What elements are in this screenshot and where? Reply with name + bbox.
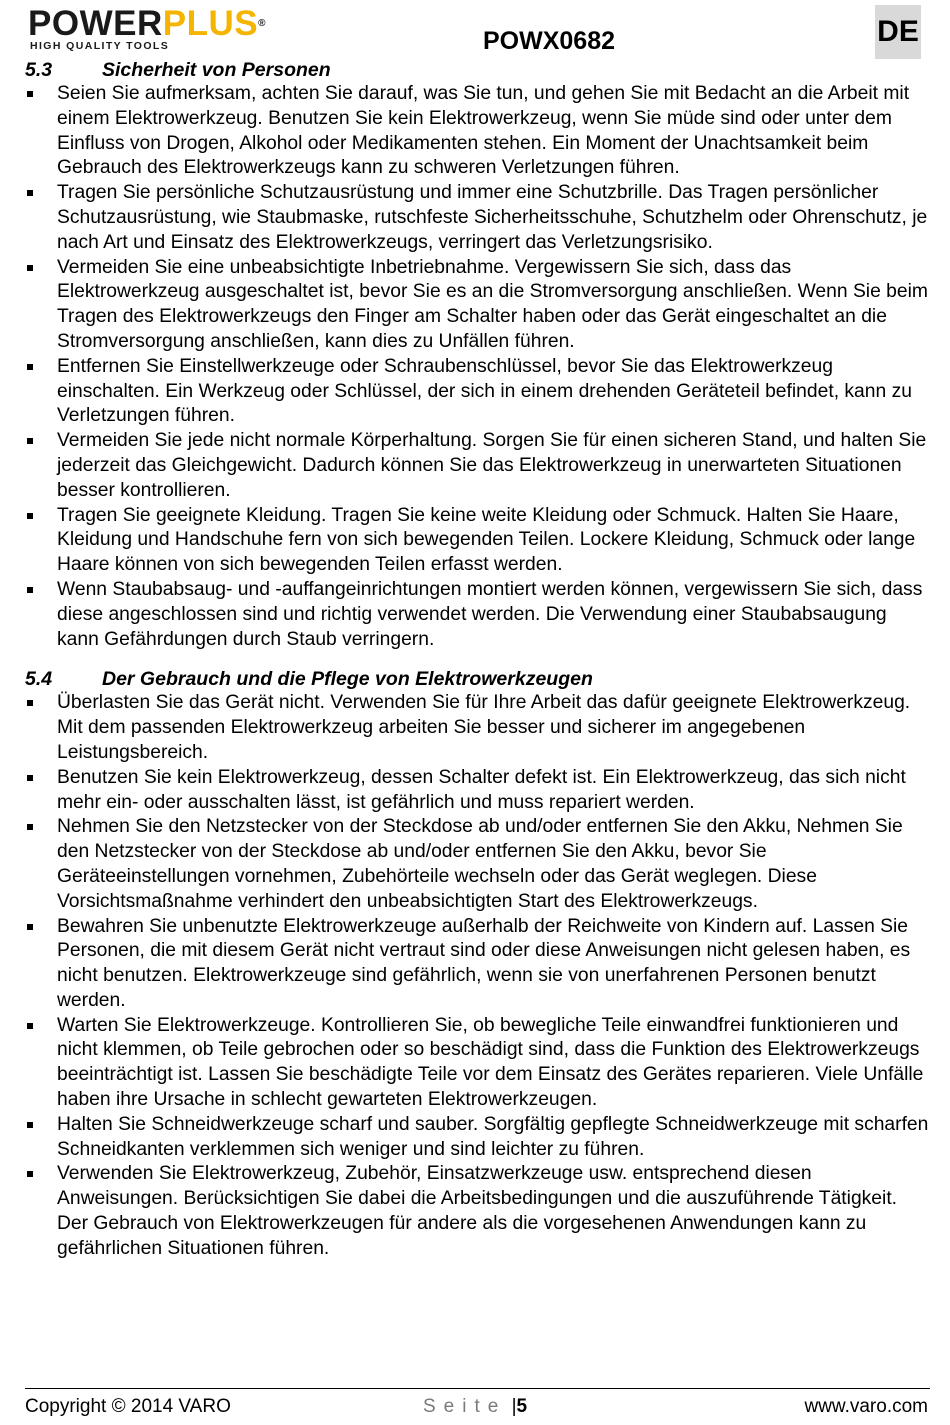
page-label: Seite (423, 1396, 507, 1417)
section-title: Sicherheit von Personen (102, 59, 331, 81)
list-item: Warten Sie Elektrowerkzeuge. Kontrollieren Sie, ob bewegliche Teile einwandfrei funktionieren und nicht klemmen, ob Teile gebrochen oder so beschädigt sind, dass die Funktion des Elektrowerkzeugs beeinträchtigt ist. Lassen Sie beschädigte Teile vor dem Einsatz des Gerätes reparieren. Viele Unfälle haben ihre Ursache in schlecht gewarteten Elektrowerkzeugen. (25, 1014, 930, 1113)
square-bullet-icon (27, 924, 33, 930)
section-title: Der Gebrauch und die Pflege von Elektrowerkzeugen (102, 668, 593, 691)
square-bullet-icon (27, 513, 33, 519)
section-number: 5.3 (25, 59, 53, 81)
website-link[interactable]: www.varo.com (804, 1396, 928, 1417)
list-item: Nehmen Sie den Netzstecker von der Steckdose ab und/oder entfernen Sie den Akku, Nehmen Sie den Netzstecker von der Steckdose ab und/oder entfernen Sie den Akku, bevor Sie Geräteeinstellungen vornehmen, Zubehörteile wechseln oder das Gerät weglegen. Diese Vorsichtsmaßnahme verhindert den unbeabsichtigten Start des Elektrowerkzeugs. (25, 815, 930, 914)
square-bullet-icon (27, 91, 33, 97)
square-bullet-icon (27, 265, 33, 271)
square-bullet-icon (27, 1023, 33, 1029)
square-bullet-icon (27, 438, 33, 444)
list-item: Wenn Staubabsaug- und -auffangeinrichtungen montiert werden können, vergewissern Sie sich, dass diese angeschlossen sind und richtig verwendet werden. Die Verwendung einer Staubabsaugung kann Gefährdungen durch Staub verringern. (25, 578, 930, 652)
page-separator: | (511, 1396, 517, 1417)
bullet-list (25, 82, 930, 652)
list-item: Tragen Sie persönliche Schutzausrüstung und immer eine Schutzbrille. Das Tragen persönlicher Schutzausrüstung, wie Staubmaske, rutschfeste Sicherheitsschuhe, Schutzhelm oder Ohrenschutz, je nach Art und Einsatz des Elektrowerkzeugs, verringert das Verletzungsrisiko. (25, 181, 930, 255)
list-item: Entfernen Sie Einstellwerkzeuge oder Schraubenschlüssel, bevor Sie das Elektrowerkzeug einschalten. Ein Werkzeug oder Schlüssel, der sich in einem drehenden Geräteteil befindet, kann zu Verletzungen führen. (25, 355, 930, 429)
page-header (0, 0, 950, 60)
square-bullet-icon (27, 190, 33, 196)
brand-logo (28, 6, 298, 52)
square-bullet-icon (27, 824, 33, 830)
language-badge: DE (875, 5, 921, 59)
document-body (25, 58, 930, 1262)
list-item: Vermeiden Sie jede nicht normale Körperhaltung. Sorgen Sie für einen sicheren Stand, und halten Sie jederzeit das Gleichgewicht. Dadurch können Sie das Elektrowerkzeug in unerwarteten Situationen besser kontrollieren. (25, 429, 930, 503)
page-indicator (423, 1395, 527, 1419)
square-bullet-icon (27, 700, 33, 706)
section-number: 5.4 (25, 668, 53, 691)
list-item: Vermeiden Sie eine unbeabsichtigte Inbetriebnahme. Vergewissern Sie sich, dass das Elektrowerkzeug ausgeschaltet ist, bevor Sie es an die Stromversorgung anschließen. Wenn Sie beim Tragen des Elektrowerkzeugs den Finger am Schalter haben oder das Gerät eingeschaltet an die Stromversorgung anschließen, kann dies zu Unfällen führen. (25, 256, 930, 355)
square-bullet-icon (27, 1122, 33, 1128)
section-5-3 (25, 58, 930, 652)
list-item: Überlasten Sie das Gerät nicht. Verwenden Sie für Ihre Arbeit das dafür geeignete Elektrowerkzeug. Mit dem passenden Elektrowerkzeug arbeiten Sie besser und sicherer im angegebenen Leistungsbereich. (25, 691, 930, 765)
square-bullet-icon (27, 1171, 33, 1177)
list-item: Seien Sie aufmerksam, achten Sie darauf, was Sie tun, und gehen Sie mit Bedacht an die Arbeit mit einem Elektrowerkzeug. Benutzen Sie kein Elektrowerkzeug, wenn Sie müde sind oder unter dem Einfluss von Drogen, Alkohol oder Medikamenten stehen. Ein Moment der Unachtsamkeit beim Gebrauch des Elektrowerkzeugs kann zu schweren Verletzungen führen. (25, 82, 930, 181)
list-item: Verwenden Sie Elektrowerkzeug, Zubehör, Einsatzwerkzeuge usw. entsprechend diesen Anweisungen. Berücksichtigen Sie dabei die Arbeitsbedingungen und die auszuführende Tätigkeit. Der Gebrauch von Elektrowerkzeugen für andere als die vorgesehenen Anwendungen kann zu gefährlichen Situationen führen. (25, 1162, 930, 1261)
section-heading (25, 667, 930, 691)
square-bullet-icon (27, 364, 33, 370)
bullet-list (25, 691, 930, 1261)
copyright-notice: Copyright © 2014 VARO (25, 1396, 231, 1417)
list-item: Tragen Sie geeignete Kleidung. Tragen Sie keine weite Kleidung oder Schmuck. Halten Sie Haare, Kleidung und Handschuhe fern von sich bewegenden Teilen. Lockere Kleidung, Schmuck oder lange Haare können von sich bewegenden Teilen erfasst werden. (25, 504, 930, 578)
model-number: POWX0682 (483, 27, 616, 55)
page-number: 5 (516, 1396, 528, 1417)
list-item: Bewahren Sie unbenutzte Elektrowerkzeuge außerhalb der Reichweite von Kindern auf. Lassen Sie Personen, die mit diesem Gerät nicht vertraut sind oder diese Anweisungen nicht gelesen haben, es nicht benutzen. Elektrowerkzeuge sind gefährlich, wenn sie von unerfahrenen Personen benutzt werden. (25, 915, 930, 1014)
square-bullet-icon (27, 775, 33, 781)
section-spacer (25, 652, 930, 667)
logo-wordmark: POWERPLUS® (28, 4, 266, 43)
list-item: Benutzen Sie kein Elektrowerkzeug, dessen Schalter defekt ist. Ein Elektrowerkzeug, das sich nicht mehr ein- oder ausschalten lässt, ist gefährlich und muss repariert werden. (25, 766, 930, 816)
list-item: Halten Sie Schneidwerkzeuge scharf und sauber. Sorgfältig gepflegte Schneidwerkzeuge mit scharfen Schneidkanten verklemmen sich weniger und sind leichter zu führen. (25, 1113, 930, 1163)
square-bullet-icon (27, 587, 33, 593)
section-5-4 (25, 667, 930, 1261)
section-heading (25, 58, 930, 82)
page-footer (25, 1388, 930, 1425)
logo-tagline: HIGH QUALITY TOOLS (30, 40, 170, 52)
